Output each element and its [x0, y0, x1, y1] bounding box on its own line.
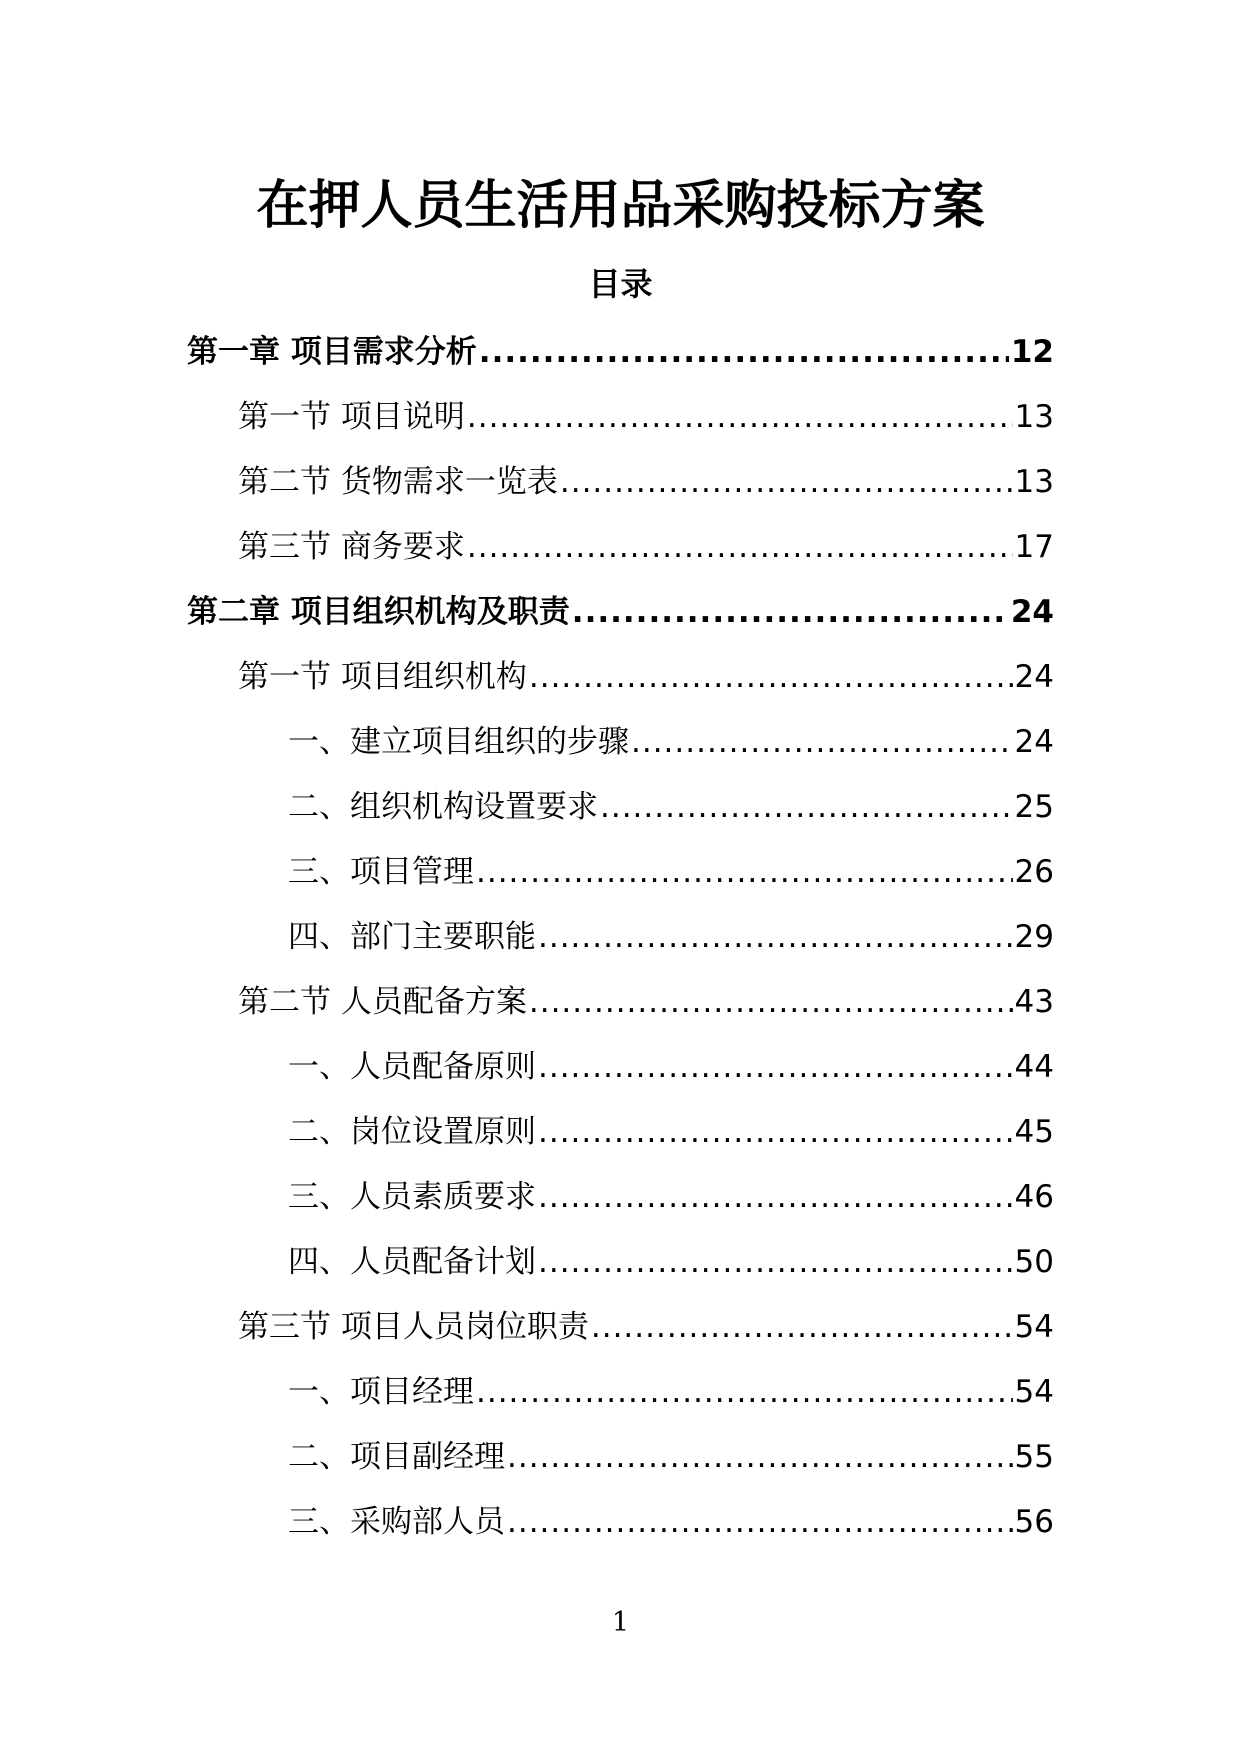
toc-entry-label: 第二章 项目组织机构及职责 [187, 594, 570, 630]
toc-entry-label: 一、人员配备原则 [288, 1049, 536, 1085]
toc-subsection-entry[interactable] [0, 1110, 1241, 1175]
toc-section-entry[interactable] [0, 460, 1241, 525]
toc-entry-label: 第一节 项目组织机构 [238, 659, 527, 695]
toc-entry-label: 四、人员配备计划 [288, 1244, 536, 1280]
toc-entry-label: 二、项目副经理 [288, 1439, 505, 1475]
toc-subsection-entry[interactable] [0, 1435, 1241, 1500]
toc-entry-page: 13 [1014, 399, 1054, 435]
toc-dot-leader [476, 850, 1013, 894]
toc-subsection-entry[interactable] [0, 1500, 1241, 1565]
toc-entry-page: 54 [1014, 1374, 1054, 1410]
toc-entry-page: 55 [1014, 1439, 1054, 1475]
toc-entry-page: 24 [1014, 659, 1054, 695]
toc-entry-page: 26 [1014, 854, 1054, 890]
toc-entry-label: 一、建立项目组织的步骤 [288, 724, 629, 760]
toc-entry-page: 44 [1014, 1049, 1054, 1085]
toc-entry-page: 29 [1014, 919, 1054, 955]
toc-entry-label: 第一节 项目说明 [238, 399, 465, 435]
toc-entry-label: 四、部门主要职能 [288, 919, 536, 955]
page-number: 1 [611, 1607, 630, 1638]
toc-entry-label: 三、采购部人员 [288, 1504, 505, 1540]
toc-dot-leader [631, 720, 1013, 764]
toc-entry-page: 50 [1014, 1244, 1054, 1280]
toc-entry-page: 17 [1014, 529, 1054, 565]
toc-dot-leader [467, 525, 1013, 569]
toc-entry-page: 43 [1014, 984, 1054, 1020]
toc-subsection-entry[interactable] [0, 785, 1241, 850]
toc-entry-page: 13 [1014, 464, 1054, 500]
toc-dot-leader [538, 915, 1013, 959]
toc-subsection-entry[interactable] [0, 1240, 1241, 1305]
toc-dot-leader [600, 785, 1013, 829]
toc-entry-page: 56 [1014, 1504, 1054, 1540]
toc-entry-page: 24 [1010, 594, 1054, 630]
toc-dot-leader [507, 1435, 1013, 1479]
toc-dot-leader [538, 1110, 1013, 1154]
toc-heading: 目录 [588, 265, 653, 303]
toc-subsection-entry[interactable] [0, 1370, 1241, 1435]
toc-entry-label: 三、项目管理 [288, 854, 474, 890]
table-of-contents [0, 330, 1241, 1565]
toc-dot-leader [572, 590, 1009, 634]
toc-subsection-entry[interactable] [0, 850, 1241, 915]
toc-entry-label: 一、项目经理 [288, 1374, 474, 1410]
toc-dot-leader [538, 1045, 1013, 1089]
toc-subsection-entry[interactable] [0, 1045, 1241, 1110]
toc-entry-label: 第二节 人员配备方案 [238, 984, 527, 1020]
toc-entry-label: 第一章 项目需求分析 [187, 334, 477, 370]
toc-dot-leader [467, 395, 1013, 439]
toc-dot-leader [529, 980, 1013, 1024]
toc-dot-leader [591, 1305, 1013, 1349]
toc-entry-label: 第二节 货物需求一览表 [238, 464, 558, 500]
toc-entry-label: 二、组织机构设置要求 [288, 789, 598, 825]
toc-entry-page: 12 [1010, 334, 1054, 370]
toc-chapter-entry[interactable] [0, 330, 1241, 395]
toc-entry-label: 第三节 商务要求 [238, 529, 465, 565]
toc-entry-label: 二、岗位设置原则 [288, 1114, 536, 1150]
toc-section-entry[interactable] [0, 525, 1241, 590]
toc-dot-leader [529, 655, 1013, 699]
toc-subsection-entry[interactable] [0, 1175, 1241, 1240]
toc-entry-page: 45 [1014, 1114, 1054, 1150]
toc-dot-leader [476, 1370, 1013, 1414]
toc-dot-leader [479, 330, 1009, 374]
toc-entry-page: 24 [1014, 724, 1054, 760]
document-title: 在押人员生活用品采购投标方案 [256, 176, 985, 236]
toc-entry-page: 25 [1014, 789, 1054, 825]
toc-entry-label: 第三节 项目人员岗位职责 [238, 1309, 589, 1345]
toc-dot-leader [507, 1500, 1013, 1544]
toc-subsection-entry[interactable] [0, 720, 1241, 785]
toc-dot-leader [538, 1175, 1013, 1219]
toc-entry-page: 54 [1014, 1309, 1054, 1345]
toc-dot-leader [538, 1240, 1013, 1284]
toc-entry-label: 三、人员素质要求 [288, 1179, 536, 1215]
toc-entry-page: 46 [1014, 1179, 1054, 1215]
toc-section-entry[interactable] [0, 655, 1241, 720]
toc-section-entry[interactable] [0, 1305, 1241, 1370]
toc-chapter-entry[interactable] [0, 590, 1241, 655]
toc-section-entry[interactable] [0, 395, 1241, 460]
toc-section-entry[interactable] [0, 980, 1241, 1045]
toc-dot-leader [560, 460, 1013, 504]
toc-subsection-entry[interactable] [0, 915, 1241, 980]
